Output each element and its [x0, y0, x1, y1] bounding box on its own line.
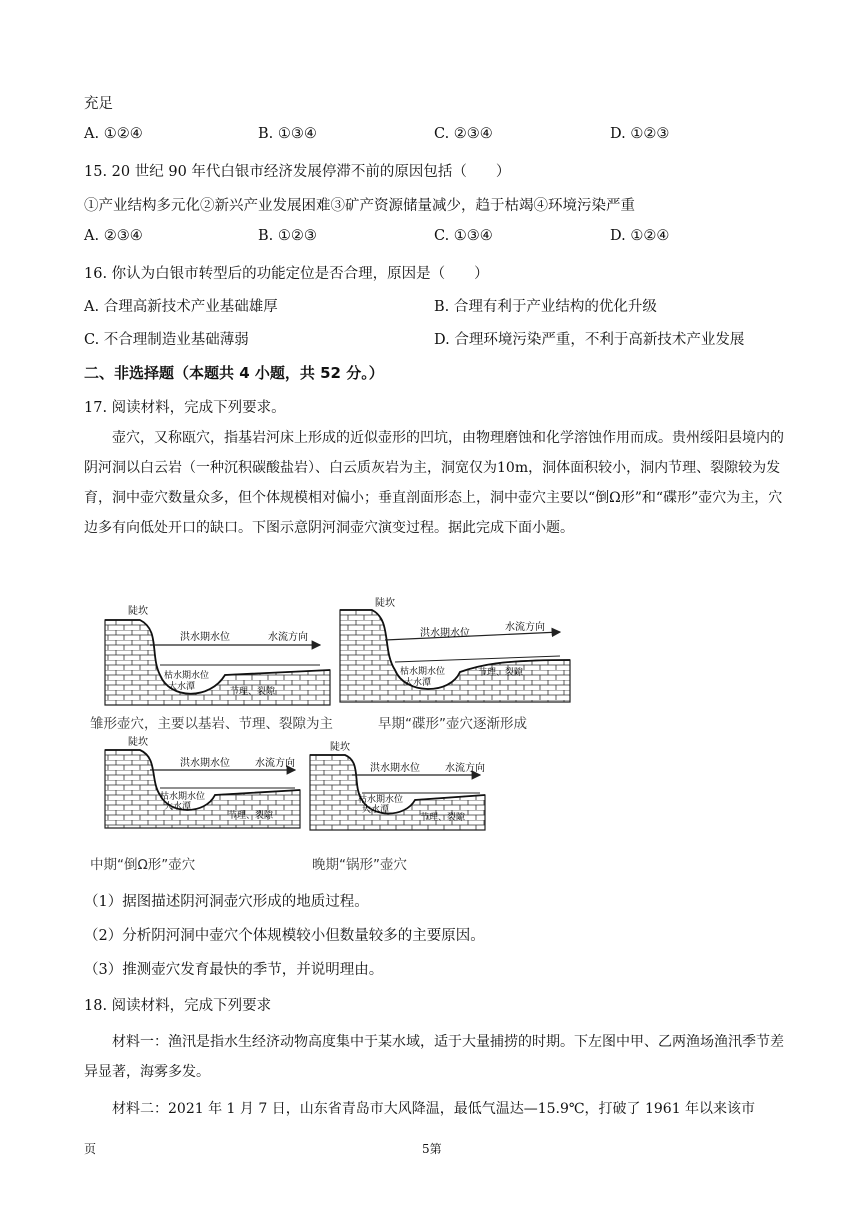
- diagram-panel-1: [105, 604, 330, 705]
- label-steep-4: 陡坎: [330, 742, 350, 753]
- page-number: 5第: [422, 1142, 442, 1156]
- caption-stage-2: 早期“碟形”壶穴逐渐形成: [378, 716, 527, 732]
- label-joint-2: 节理、裂隙: [478, 668, 524, 678]
- q16-option-c[interactable]: C. 不合理制造业基础薄弱: [84, 332, 249, 348]
- label-flow-3: 水流方向: [255, 758, 295, 769]
- q15-option-c[interactable]: C. ①③④: [434, 228, 493, 244]
- label-flow: 水流方向: [268, 632, 308, 643]
- label-joint-1: 节理、裂隙: [230, 687, 276, 697]
- continued-text: 充足: [84, 96, 113, 112]
- diagram-panel-2: [340, 596, 570, 702]
- q17-passage: [84, 423, 784, 543]
- section-heading: 二、非选择题（本题共 4 小题，共 52 分。）: [84, 364, 384, 382]
- caption-stage-4: 晚期“锅形”壶穴: [312, 857, 407, 873]
- q18-material-2-text: 材料二：2021 年 1 月 7 日，山东省青岛市大风降温，最低气温达—15.9℃，打破了 1961 年以来该市: [112, 1101, 756, 1117]
- q17-sub-2: （2）分析阴河洞中壶穴个体规模较小但数量较多的主要原因。: [84, 928, 485, 944]
- q18-material-1: [84, 1027, 784, 1087]
- label-dry-3: 枯水期水位: [160, 792, 206, 802]
- label-dry: 枯水期水位: [164, 671, 210, 681]
- label-flood-4: 洪水期水位: [370, 763, 420, 774]
- q16-stem: 16. 你认为白银市转型后的功能定位是否合理，原因是（ ）: [84, 266, 489, 282]
- label-dry-2: 枯水期水位: [400, 667, 446, 677]
- label-flood: 洪水期水位: [180, 632, 230, 643]
- q17-sub-1: （1）据图描述阴河洞壶穴形成的地质过程。: [84, 894, 369, 910]
- label-flow-4: 水流方向: [445, 763, 485, 774]
- q16-option-a[interactable]: A. 合理高新技术产业基础雄厚: [84, 299, 278, 315]
- label-flow-2: 水流方向: [505, 622, 545, 633]
- label-dry-4: 枯水期水位: [358, 795, 404, 805]
- q17-passage-text: 壶穴，又称瓯穴，指基岩河床上形成的近似壶形的凹坑，由物理磨蚀和化学溶蚀作用而成。贵州绥阳县境内的阴河洞以白云岩（一种沉积碳酸盐岩）、白云质灰岩为主，洞宽仅为10m，洞体面积较小，洞内节理、裂隙较为发育，洞中壶穴数量众多，但个体规模相对偏小；垂直剖面形态上，洞中壶穴主要以“倒Ω形”和“碟形”壶穴为主，穴边多有向低处开口的缺口。下图示意阴河洞壶穴演变过程。据此完成下面小题。: [84, 430, 784, 536]
- q15-statements: ①产业结构多元化②新兴产业发展困难③矿产资源储量减少，趋于枯竭④环境污染严重: [84, 198, 635, 214]
- label-steep: 陡坎: [128, 606, 148, 617]
- q15-option-b[interactable]: B. ①②③: [258, 228, 317, 244]
- q15-stem: 15. 20 世纪 90 年代白银市经济发展停滞不前的原因包括（ ）: [84, 164, 511, 180]
- label-joint-3: 节理、裂隙: [228, 811, 274, 821]
- q14-option-a[interactable]: A. ①②④: [84, 126, 143, 142]
- diagram-panel-3: [105, 735, 300, 828]
- q14-option-d[interactable]: D. ①②③: [610, 126, 670, 142]
- label-steep-2: 陡坎: [375, 598, 395, 609]
- label-steep-3: 陡坎: [128, 737, 148, 748]
- label-pool-2: 大水潭: [404, 678, 432, 688]
- q18-stem: 18. 阅读材料，完成下列要求: [84, 998, 272, 1014]
- label-joint-4: 节理、裂隙: [420, 813, 466, 823]
- label-pool: 大水潭: [168, 682, 196, 692]
- diagram-panel-4: [310, 740, 485, 830]
- label-pool-4: 大水潭: [362, 805, 390, 815]
- q15-option-d[interactable]: D. ①②④: [610, 228, 670, 244]
- label-flood-2: 洪水期水位: [420, 628, 470, 639]
- q14-option-b[interactable]: B. ①③④: [258, 126, 317, 142]
- q18-material-2: [84, 1094, 784, 1124]
- footer-left: 页: [84, 1142, 97, 1156]
- q14-option-c[interactable]: C. ②③④: [434, 126, 493, 142]
- label-flood-3: 洪水期水位: [180, 758, 230, 769]
- caption-stage-1: 雏形壶穴，主要以基岩、节理、裂隙为主: [90, 716, 333, 732]
- q17-sub-3: （3）推测壶穴发育最快的季节，并说明理由。: [84, 962, 384, 978]
- q16-option-b[interactable]: B. 合理有利于产业结构的优化升级: [434, 299, 657, 315]
- q17-stem: 17. 阅读材料，完成下列要求。: [84, 400, 286, 416]
- label-pool-3: 大水潭: [164, 802, 192, 812]
- caption-stage-3: 中期“倒Ω形”壶穴: [90, 857, 196, 873]
- q16-option-d[interactable]: D. 合理环境污染严重，不利于高新技术产业发展: [434, 332, 745, 348]
- q18-material-1-text: 材料一：渔汛是指水生经济动物高度集中于某水域，适于大量捕捞的时期。下左图中甲、乙两渔场渔汛季节差异显著，海雾多发。: [84, 1034, 784, 1080]
- q15-option-a[interactable]: A. ②③④: [84, 228, 143, 244]
